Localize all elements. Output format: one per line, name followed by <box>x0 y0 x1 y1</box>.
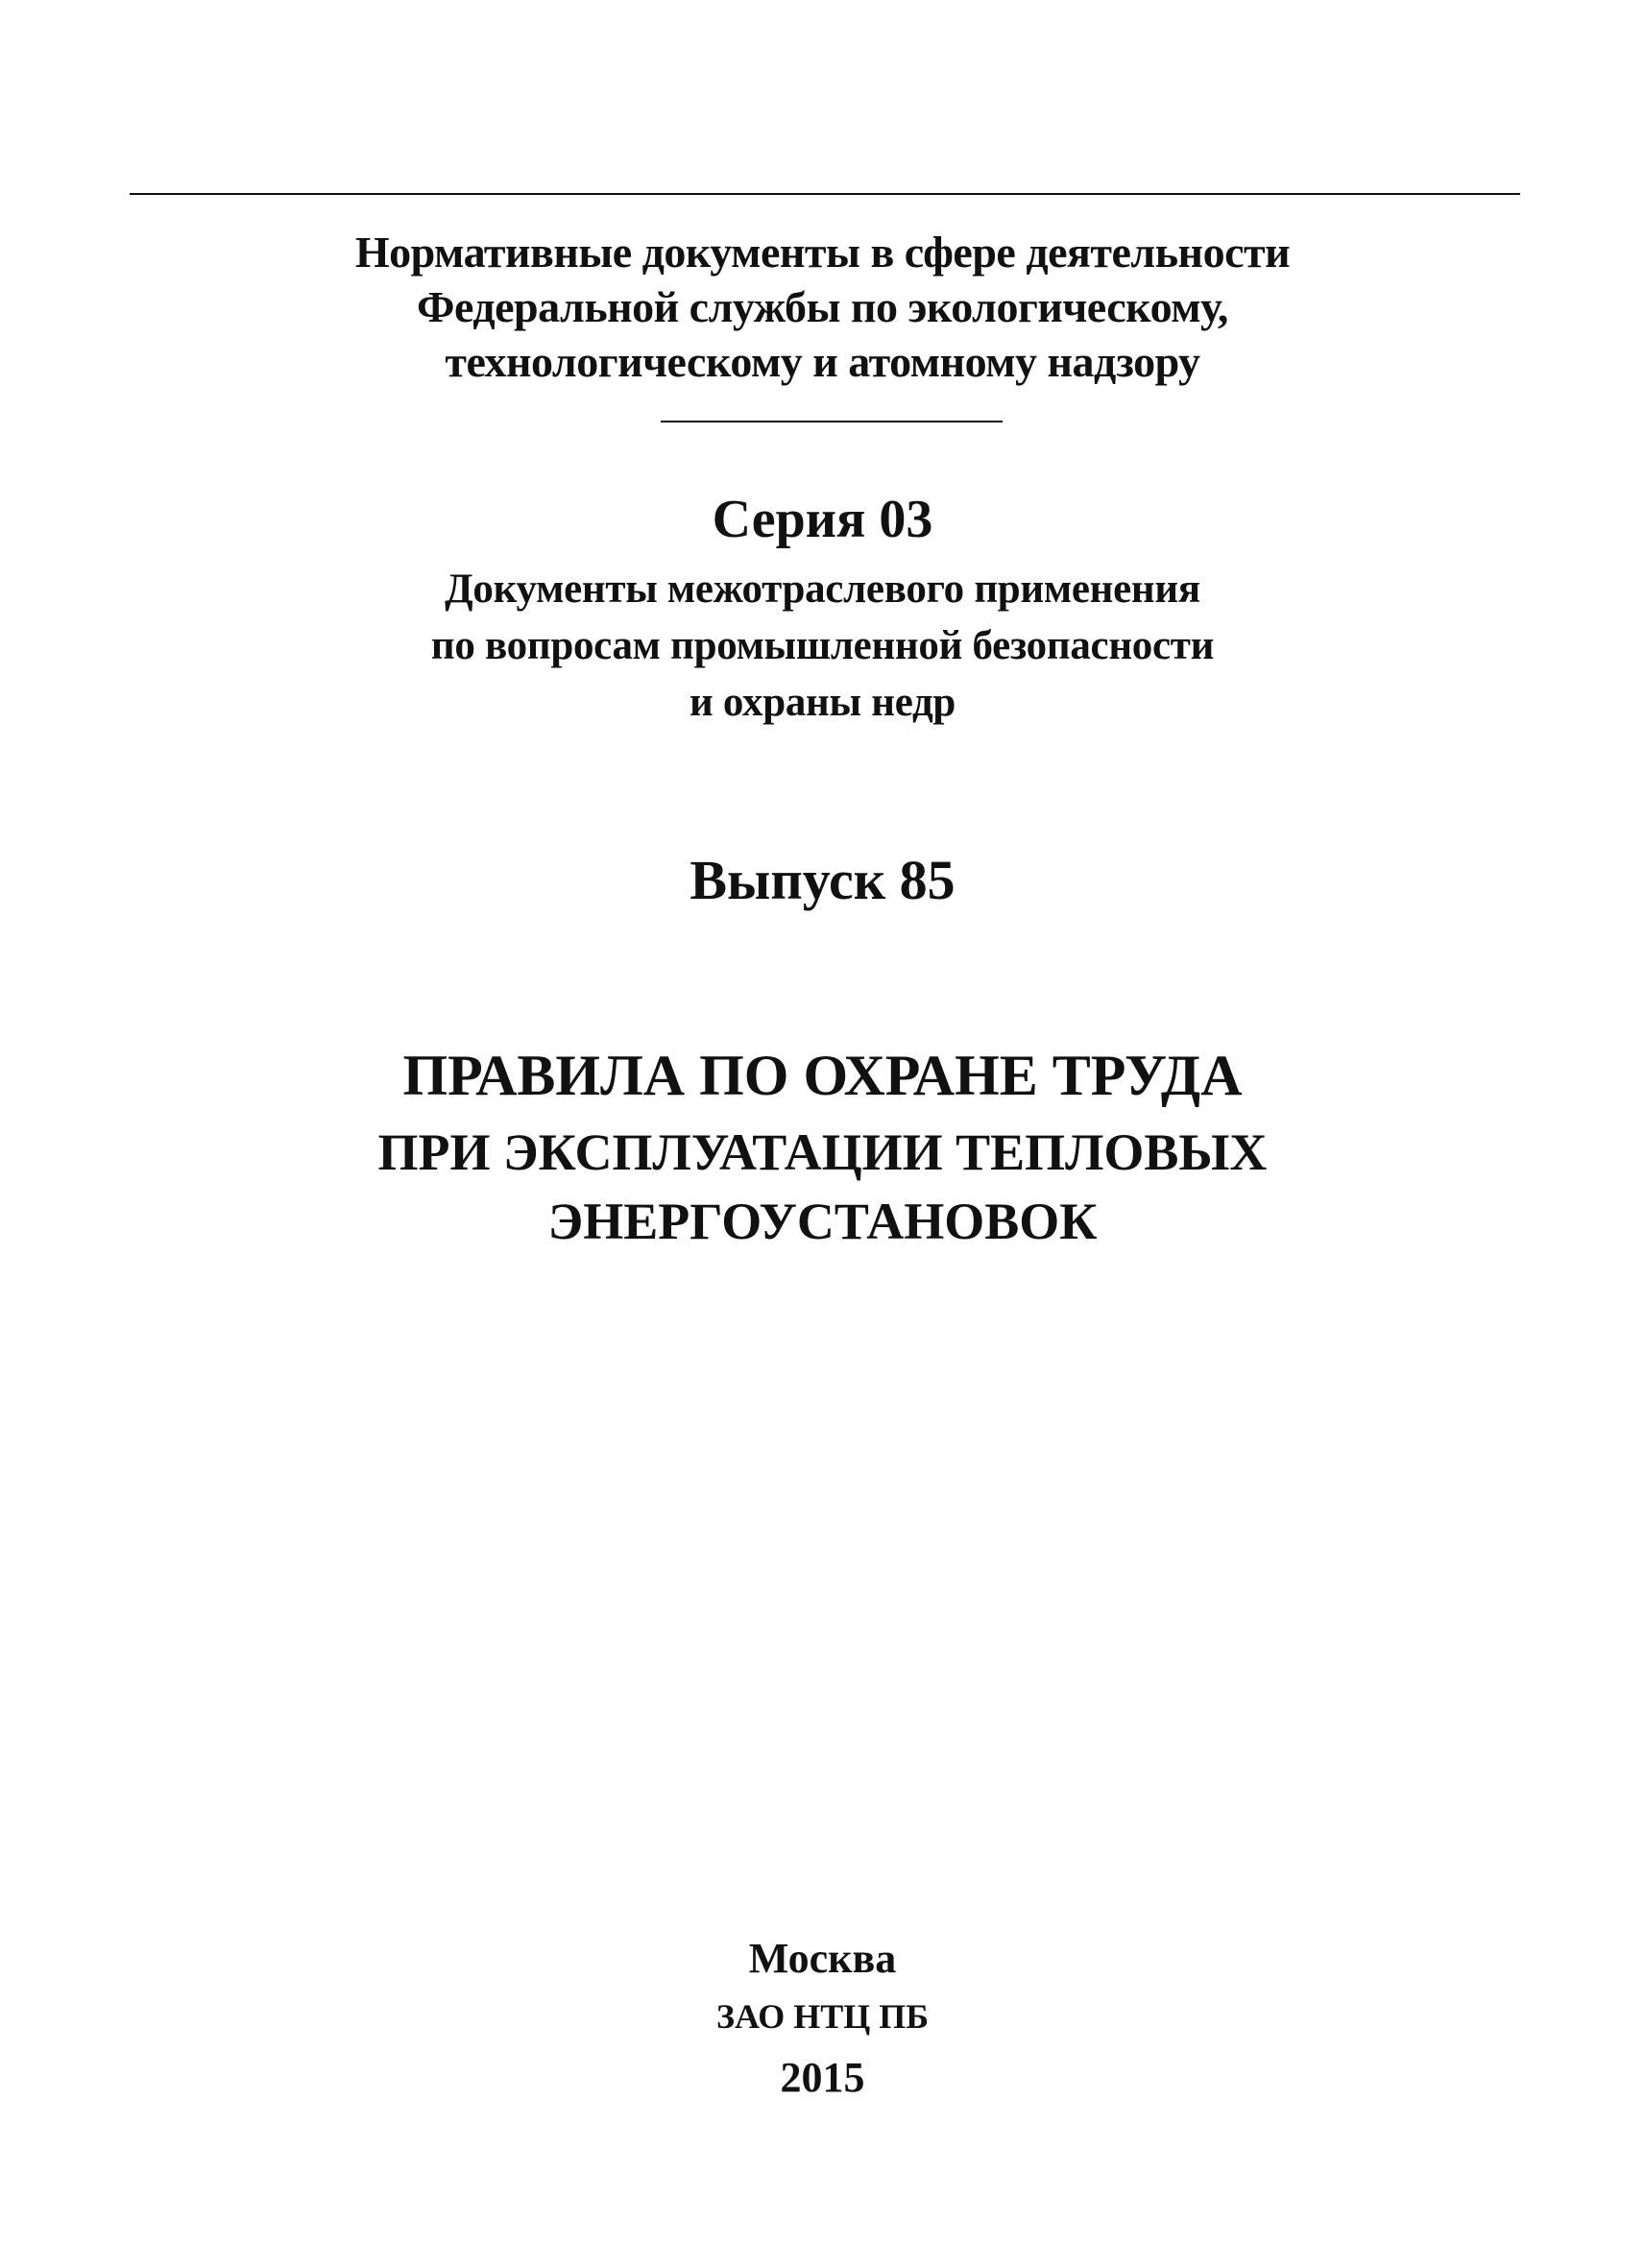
series-line: и охраны недр <box>689 680 956 725</box>
header-line: Федеральной службы по экологическому, <box>417 282 1228 331</box>
document-title-line-1: ПРАВИЛА ПО ОХРАНЕ ТРУДА <box>402 1044 1243 1107</box>
top-divider <box>130 193 1520 195</box>
series-description <box>0 561 1645 731</box>
series-line: Документы межотраслевого применения <box>445 567 1200 612</box>
header-line: технологическому и атомному надзору <box>445 337 1200 386</box>
header-divider <box>661 421 1003 422</box>
imprint-year: 2015 <box>780 2054 865 2101</box>
imprint-city: Москва <box>748 1935 897 1982</box>
series-line: по вопросам промышленной безопасности <box>430 623 1215 668</box>
imprint-publisher: ЗАО НТЦ ПБ <box>715 1997 930 2036</box>
series-header <box>0 225 1645 389</box>
document-title-rest <box>0 1118 1645 1256</box>
header-line: Нормативные документы в сфере деятельности <box>354 228 1291 277</box>
issue-title: Выпуск 85 <box>689 849 956 911</box>
series-title: Серия 03 <box>712 490 933 549</box>
document-title-line-3: ЭНЕРГОУСТАНОВОК <box>547 1193 1098 1250</box>
document-title-line-2: ПРИ ЭКСПЛУАТАЦИИ ТЕПЛОВЫХ <box>377 1123 1268 1181</box>
